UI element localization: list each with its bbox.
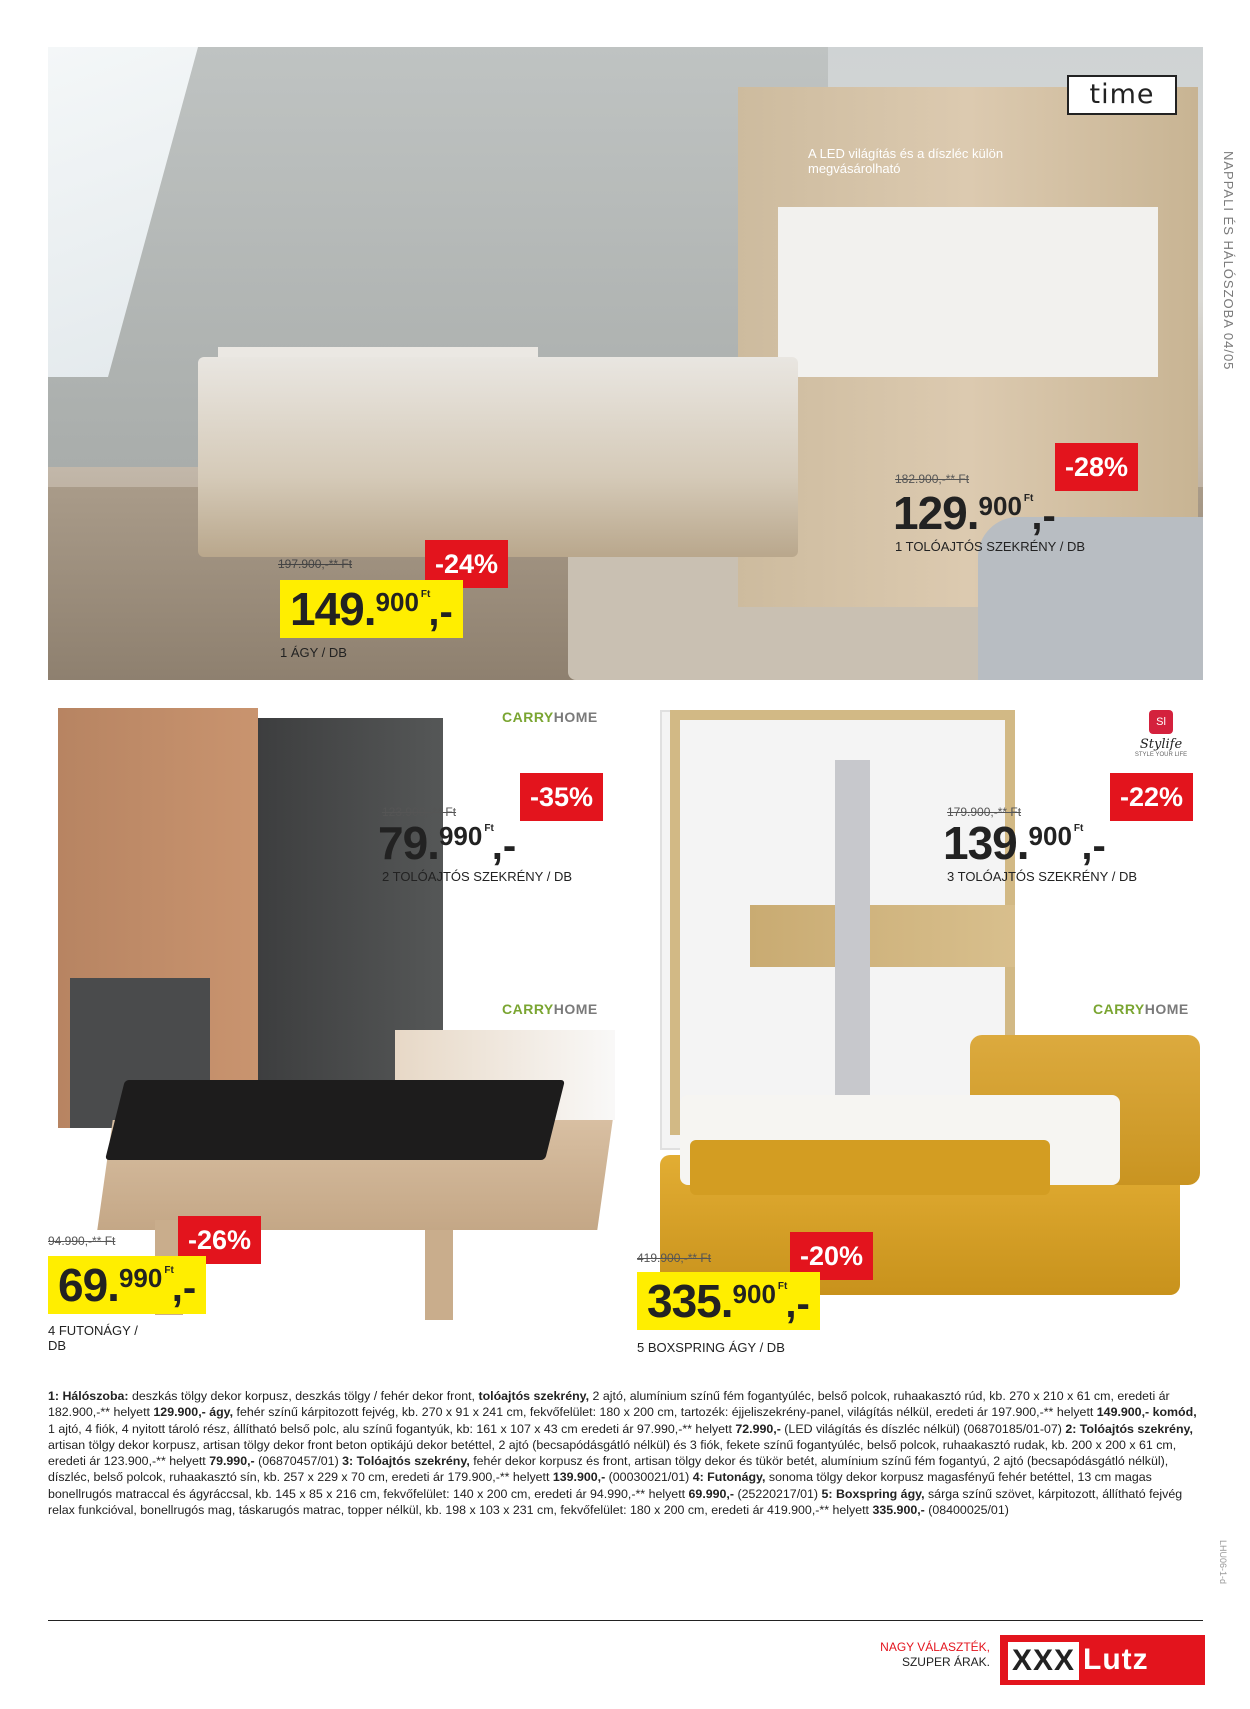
- time-brand-logo: time: [1067, 75, 1177, 115]
- discount-badge: -26%: [178, 1216, 261, 1264]
- price-tag: 129.900 $^{Ft}$,-: [893, 487, 1056, 539]
- price-tag: 149.900 $^{Ft}$,-: [280, 580, 463, 638]
- discount-badge: -28%: [1055, 443, 1138, 491]
- discount-badge: -35%: [520, 773, 603, 821]
- old-price: 123.900,-** Ft: [382, 805, 457, 819]
- product-details-paragraph: 1: Hálószoba: deszkás tölgy dekor korpusz, deszkás tölgy / fehér dekor front, tolóajtós szekrény, 2 ajtó, alumínium színű fém fogantyúléc, belső polcok, ruhaakasztó rúd, kb. 270 x 210 x 61 cm, eredeti ár 182.900,-** helyett 129.900,- ágy, fehér színű kárpitozott fejvég, kb. 270 x 91 x 241 cm, fekvőfelület: 180 x 200 cm, tartozék: éjjeliszekrény-panel, világítás nélkül, eredeti ár 197.900,-** helyett 149.900,- komód, 1 ajtó, 4 fiók, 4 nyitott tároló rész, állítható belső polc, alu színű fogantyúk, kb: 161 x 107 x 43 cm eredeti ár 97.990,-** helyett 72.990,- (LED világítás és díszléc nélkül) (06870185/01-07) 2: Tolóajtós szekrény, artisan tölgy dekor korpusz, artisan tölgy dekor front beton optikájú dekor betéttel, 2 ajtó (becsapódásgátló nélkül) és 3 fiók, fekete színű fogantyúléc, belső polcok, ruhaakasztó rudak, kb. 200 x 200 x 61 cm, eredeti ár 123.900,-** helyett 79.990,- (06870457/01) 3: Tolóajtós szekrény, fehér dekor korpusz és front, artisan tölgy dekor és tükör betét, alumínium színű fém fogantyú, 2 ajtó (becsapódásgátló nélkül), díszléc, belső polcok, ruhaakasztó sín, kb. 257 x 229 x 70 cm, eredeti ár 179.900,-** helyett 139.900,- (00030021/01) 4: Futonágy, sonoma tölgy dekor korpusz magasfényű fehér betéttel, 13 cm magas bonellrugós matraccal és ágyráccsal, kb. 145 x 85 x 216 cm, fekvőfelület: 140 x 200 cm, eredeti ár 94.990,-** helyett 69.990,- (25220217/01) 5: Boxspring ágy, sárga színű szövet, kárpitozott, állítható fejvég relax funkcióval, bonellrugós mag, táskarugós matrac, topper nélkül, kb. 198 x 103 x 231 cm, fekvőfelület: 180 x 200 cm, eredeti ár 419.900,-** helyett 335.900,- (08400025/01): [48, 1389, 1197, 1518]
- section-side-label: NAPPALI ÉS HÁLÓSZOBA 04/05: [1221, 150, 1236, 370]
- catalog-code: LHU06-1-d: [1218, 1540, 1228, 1585]
- discount-badge: -22%: [1110, 773, 1193, 821]
- product-label: 3 TOLÓAJTÓS SZEKRÉNY / DB: [947, 869, 1138, 884]
- old-price: 94.990,-** Ft: [48, 1234, 116, 1248]
- discount-badge: -20%: [790, 1232, 873, 1280]
- product-label: 4 FUTONÁGY / DB: [48, 1323, 138, 1353]
- product-label: 1 TOLÓAJTÓS SZEKRÉNY / DB: [895, 539, 1086, 554]
- boxspring-bed-photo: [660, 1035, 1215, 1310]
- old-price: 179.900,-** Ft: [947, 805, 1022, 819]
- bedroom-hero-photo: [48, 47, 1203, 680]
- stylife-logo: Sl Stylife STYLE YOUR LIFE: [1130, 710, 1192, 758]
- old-price: 419.900,-** Ft: [637, 1251, 712, 1265]
- carryhome-logo: CARRYHOME: [502, 709, 598, 725]
- xxxlutz-logo: XXX Lutz: [1000, 1635, 1205, 1685]
- footer-slogan: NAGY VÁLASZTÉK, SZUPER ÁRAK.: [880, 1640, 990, 1669]
- product-label: 1 ÁGY / DB: [280, 645, 347, 660]
- price-tag: 139.900 $^{Ft}$,-: [943, 817, 1106, 869]
- divider: [48, 1620, 1203, 1621]
- product-label: 2 TOLÓAJTÓS SZEKRÉNY / DB: [382, 869, 573, 884]
- price-tag: 69.990 $^{Ft}$,-: [48, 1256, 206, 1314]
- price-tag: 335.900 $^{Ft}$,-: [637, 1272, 820, 1330]
- old-price: 197.900,-** Ft: [278, 557, 353, 571]
- carryhome-logo: CARRYHOME: [502, 1001, 598, 1017]
- led-note: A LED világítás és a díszléc külön megvásárolható: [808, 146, 1004, 176]
- carryhome-logo: CARRYHOME: [1093, 1001, 1189, 1017]
- price-tag: 79.990 $^{Ft}$,-: [378, 817, 517, 869]
- old-price: 182.900,-** Ft: [895, 472, 970, 486]
- discount-badge: -24%: [425, 540, 508, 588]
- product-label: 5 BOXSPRING ÁGY / DB: [637, 1340, 785, 1355]
